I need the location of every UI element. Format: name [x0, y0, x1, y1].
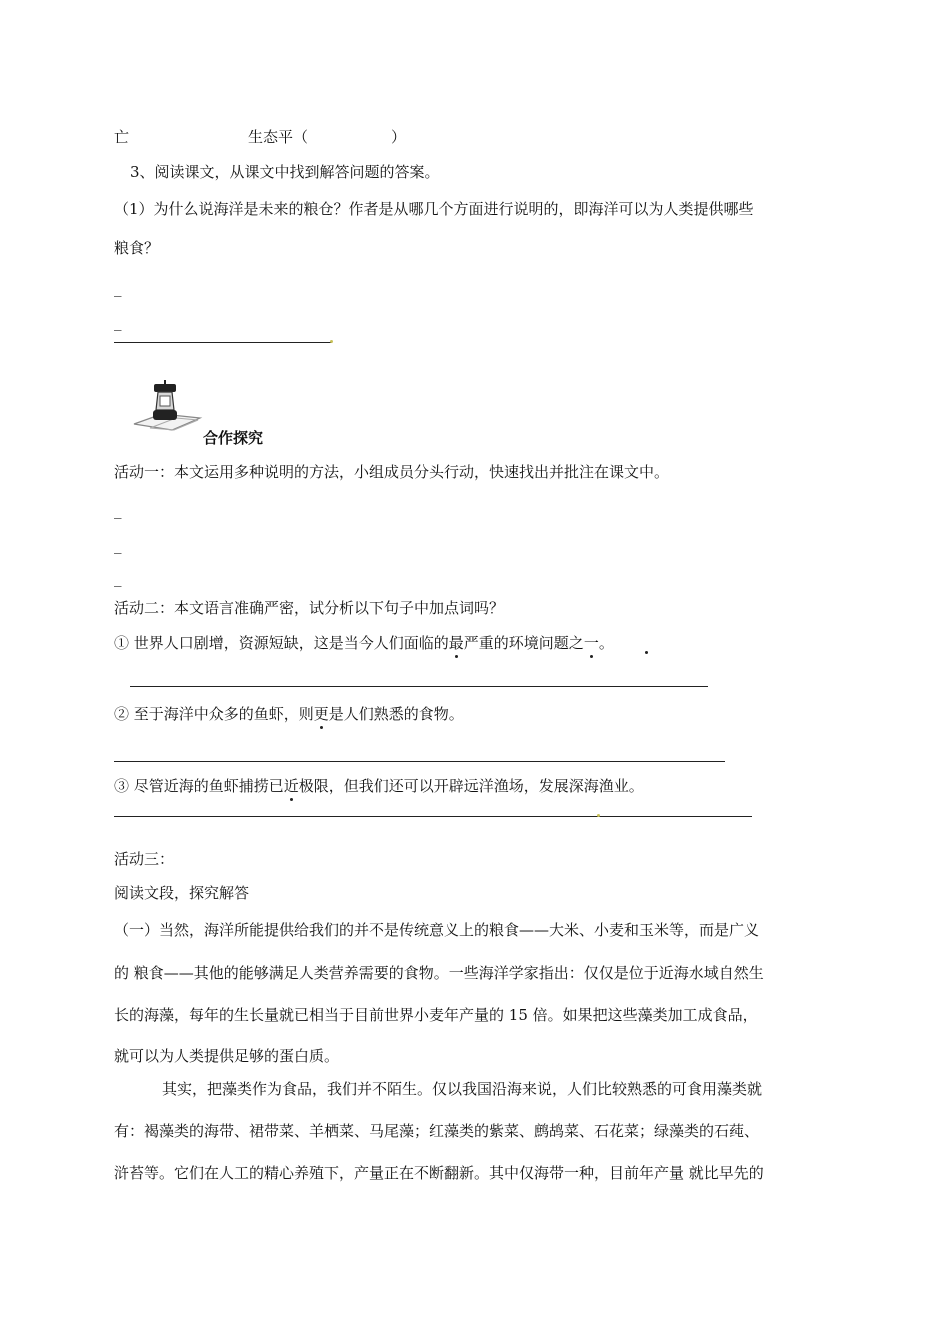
- section-heading: 合作探究: [203, 429, 264, 447]
- question-3-1-line1: （1）为什么说海洋是未来的粮仓？作者是从哪几个方面进行说明的，即海洋可以为人类提供哪些: [114, 200, 754, 218]
- sentence-1: [114, 633, 614, 653]
- activity-1-text: 活动一：本文运用多种说明的方法，小组成员分头行动，快速找出并批注在课文中。: [114, 463, 670, 481]
- activity-1-blank-1[interactable]: _: [114, 501, 122, 519]
- sentence-3-part-b: 极限，但我们还可以开辟远洋渔场，发展深海渔业。: [298, 777, 644, 795]
- activity-1-blank-2[interactable]: _: [114, 536, 122, 554]
- emphasis-dot: [645, 651, 648, 654]
- dotted-word-1: 最: [448, 634, 464, 652]
- scan-dot: [597, 814, 600, 817]
- fragment-paren-close: ）: [391, 128, 407, 146]
- sentence-1-part-c: 。: [598, 634, 614, 652]
- scan-dot: [330, 340, 333, 343]
- sentence-3-part-a: ③ 尽管近海的鱼虾捕捞已: [114, 777, 284, 795]
- passage-1-line-3: 长的海藻，每年的生长量就已相当于目前世界小麦年产量的 15 倍。如果把这些藻类加工成食品，: [114, 1006, 758, 1024]
- question-3-1-line2: 粮食？: [114, 239, 160, 257]
- answer-line-2: [114, 761, 725, 762]
- sentence-2-part-b: 是人们熟悉的食物。: [328, 705, 464, 723]
- passage-1-line-2: 的 粮食——其他的能够满足人类营养需要的食物。一些海洋学家指出：仅仅是位于近海水域自然生: [114, 964, 764, 982]
- dotted-word-4: 近: [283, 777, 299, 795]
- dotted-word-3: 更: [313, 705, 329, 723]
- answer-blank-2[interactable]: _: [114, 313, 122, 331]
- answer-line: [114, 342, 332, 343]
- answer-blank-1[interactable]: _: [114, 279, 122, 297]
- answer-line-1: [130, 686, 708, 687]
- dotted-word-2: 一: [583, 634, 599, 652]
- activity-1-blank-3[interactable]: _: [114, 569, 122, 587]
- activity-3-title: 活动三：: [114, 850, 175, 868]
- passage-2-line-1: 其实，把藻类作为食品，我们并不陌生。仅以我国沿海来说，人们比较熟悉的可食用藻类就: [162, 1080, 763, 1098]
- fragment-left: 亡: [114, 128, 130, 146]
- answer-line-3: [114, 816, 752, 817]
- fragment-right: 生态平（: [248, 128, 309, 146]
- sentence-1-part-a: ① 世界人口剧增，资源短缺，这是当今人们面临的: [114, 634, 449, 652]
- sentence-1-part-b: 严重的环境问题之: [463, 634, 584, 652]
- passage-2-line-2: 有：褐藻类的海带、裙带菜、羊栖菜、马尾藻；红藻类的紫菜、鹧鸪菜、石花菜；绿藻类的石莼、: [114, 1122, 760, 1140]
- passage-1-line-1: （一）当然，海洋所能提供给我们的并不是传统意义上的粮食——大米、小麦和玉米等，而是广义: [114, 921, 760, 939]
- passage-2-line-3: 浒苔等。它们在人工的精心养殖下，产量正在不断翻新。其中仅海带一种，目前年产量 就比早先的: [114, 1164, 764, 1182]
- sentence-3: [114, 776, 644, 796]
- activity-3-subtitle: 阅读文段，探究解答: [114, 884, 250, 902]
- sentence-2-part-a: ② 至于海洋中众多的鱼虾，则: [114, 705, 314, 723]
- sentence-2: [114, 704, 464, 724]
- lantern-book-icon: [128, 380, 204, 440]
- activity-2-text: 活动二：本文语言准确严密，试分析以下句子中加点词吗？: [114, 599, 505, 617]
- question-3-title: 3、阅读课文，从课文中找到解答问题的答案。: [130, 163, 440, 181]
- passage-1-line-4: 就可以为人类提供足够的蛋白质。: [114, 1047, 340, 1065]
